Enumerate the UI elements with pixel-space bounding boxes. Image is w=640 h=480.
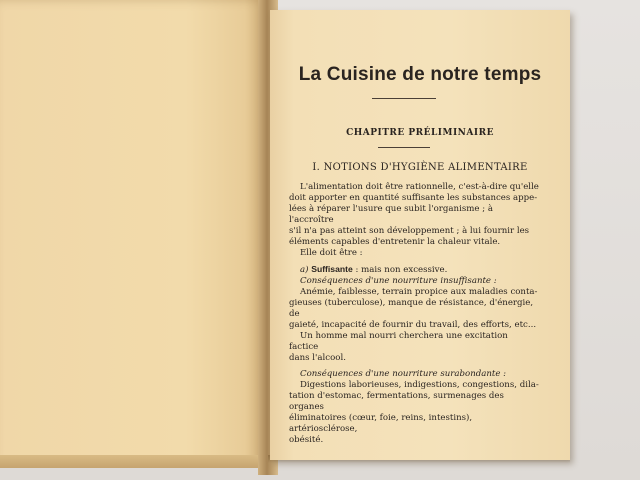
insuffisante-line: Anémie, faiblesse, terrain propice aux maladies conta-: [300, 287, 538, 297]
intro-line: lées à réparer l'usure que subit l'organisme ; à l'accroître: [289, 204, 493, 225]
surabondante-line: Digestions laborieuses, indigestions, congestions, dila-: [300, 380, 539, 390]
surabondante-line: obésité.: [289, 435, 324, 445]
left-page-edge: [0, 455, 266, 468]
mal-nourri-line: dans l'alcool.: [289, 353, 346, 363]
intro-line: éléments capables d'entretenir la chaleur vitale.: [289, 237, 501, 247]
point-a-rest: : mais non excessive.: [352, 265, 448, 275]
title-divider: [372, 98, 436, 99]
doit-etre-line: Elle doit être :: [300, 248, 363, 258]
surabondante-heading: Conséquences d'une nourriture surabondante :: [300, 369, 507, 379]
surabondante-line: éliminatoires (cœur, foie, reins, intestins), artériosclérose,: [289, 413, 473, 434]
insuffisante-line: gieuses (tuberculose), manque de résistance, d'énergie, de: [289, 298, 534, 319]
left-page-blank: [0, 0, 266, 468]
chapter-divider: [378, 147, 430, 148]
intro-line: L'alimentation doit être rationnelle, c'est-à-dire qu'elle: [300, 182, 539, 192]
body-text: [289, 182, 539, 446]
point-a-marker: a): [300, 265, 309, 275]
intro-line: doit apporter en quantité suffisante les substances appe-: [289, 193, 538, 203]
point-a-label: Suffisante: [311, 264, 353, 274]
book-title: La Cuisine de notre temps: [298, 64, 542, 85]
surabondante-line: tation d'estomac, fermentations, surmenages des organes: [289, 391, 504, 412]
section-heading: I. NOTIONS D'HYGIÈNE ALIMENTAIRE: [312, 162, 528, 173]
insuffisante-heading: Conséquences d'une nourriture insuffisante :: [300, 276, 497, 286]
chapter-heading: CHAPITRE PRÉLIMINAIRE: [346, 128, 494, 138]
insuffisante-line: gaieté, incapacité de fournir du travail, des efforts, etc...: [289, 320, 537, 330]
point-a: [289, 264, 539, 276]
intro-line: s'il n'a pas atteint son développement ; à lui fournir les: [289, 226, 530, 236]
mal-nourri-line: Un homme mal nourri cherchera une excitation factice: [289, 331, 508, 352]
